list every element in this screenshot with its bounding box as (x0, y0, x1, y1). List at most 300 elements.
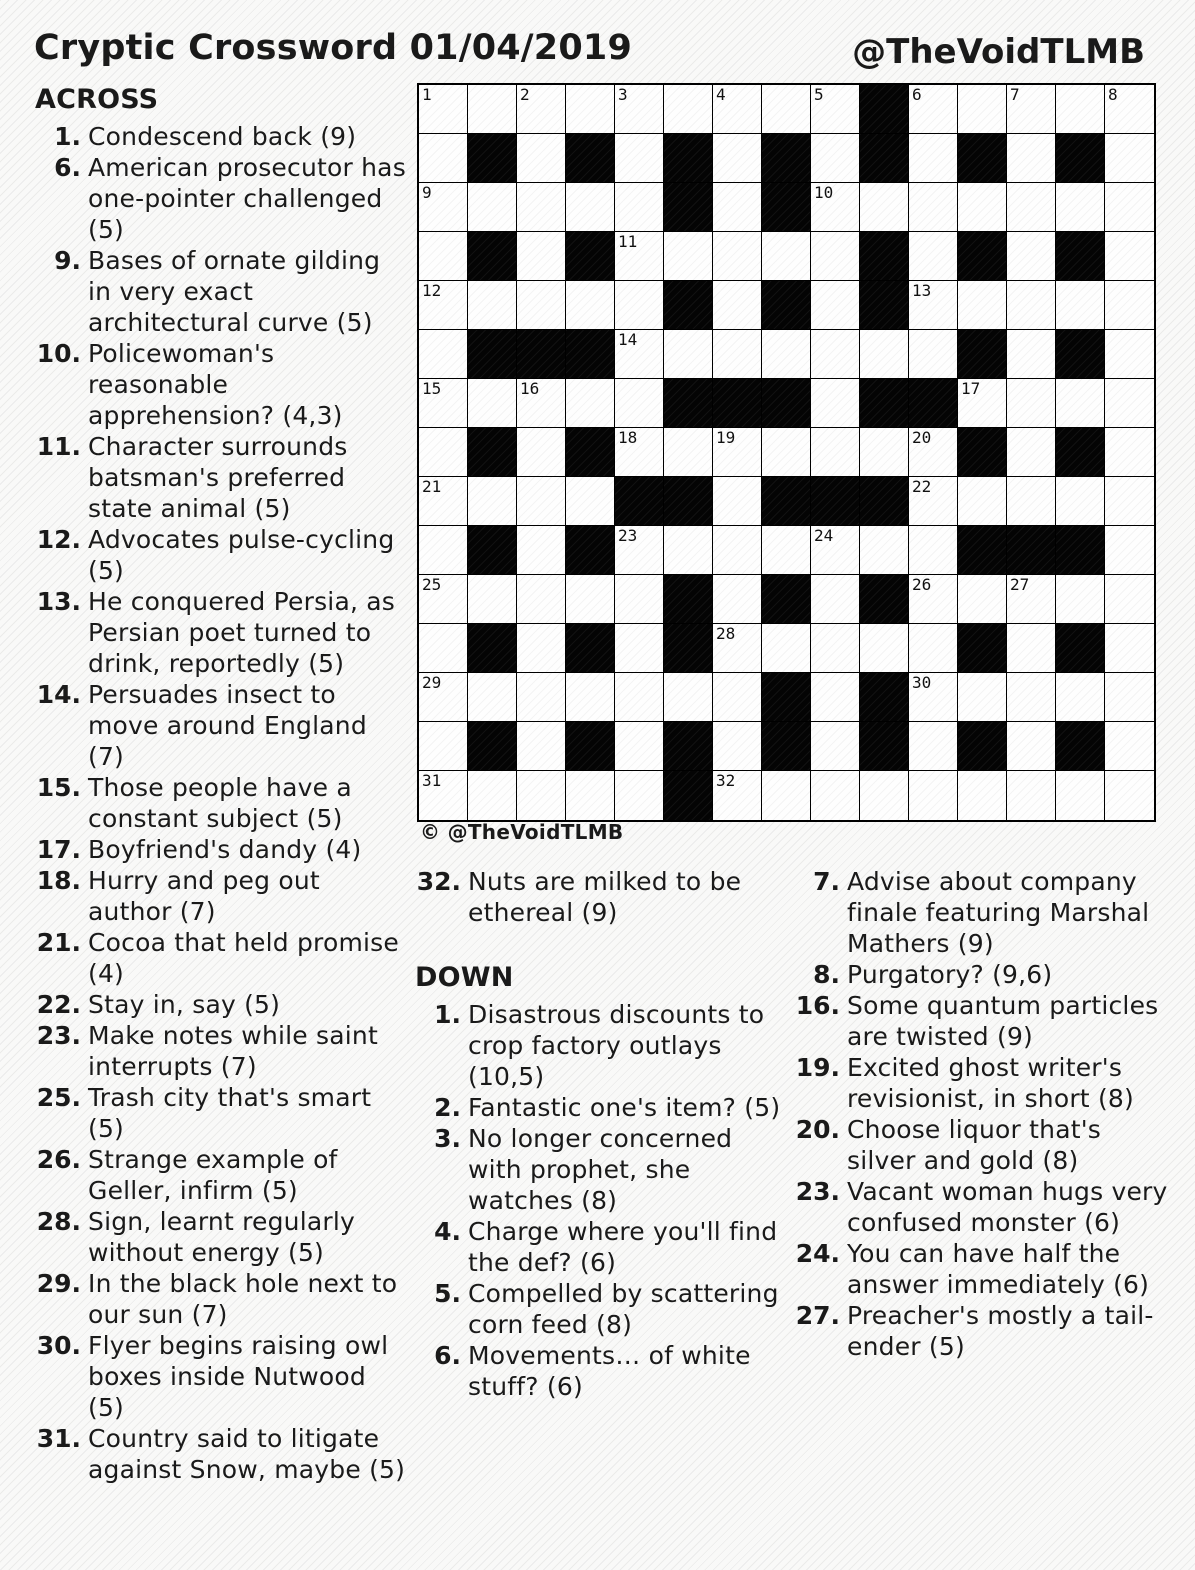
cell-number: 31 (422, 771, 442, 790)
grid-cell[interactable] (468, 281, 517, 330)
grid-cell[interactable] (860, 183, 909, 232)
clue-number: 6. (54, 153, 81, 182)
clue-text: Advocates pulse-cycling (5) (88, 525, 395, 585)
cell-number: 19 (716, 428, 736, 447)
grid-cell[interactable] (958, 85, 1007, 134)
grid-cell-black (566, 428, 615, 477)
grid-cell[interactable] (517, 771, 566, 820)
clue-item (35, 524, 409, 586)
clue-item (415, 999, 791, 1092)
grid-cell-black (860, 232, 909, 281)
grid-cell[interactable] (615, 673, 664, 722)
grid-cell[interactable] (615, 624, 664, 673)
grid-cell[interactable] (468, 575, 517, 624)
grid-cell[interactable] (909, 281, 958, 330)
grid-cell[interactable] (468, 673, 517, 722)
clue-number: 27. (795, 1301, 840, 1330)
grid-cell[interactable] (909, 134, 958, 183)
grid-cell[interactable] (1056, 673, 1105, 722)
cell-number: 13 (912, 281, 932, 300)
grid-cell[interactable] (909, 526, 958, 575)
cell-number: 5 (814, 85, 824, 104)
grid-cell[interactable] (517, 575, 566, 624)
grid-cell[interactable] (664, 526, 713, 575)
twitter-handle: @TheVoidTLMB (852, 32, 1145, 72)
grid-cell[interactable] (615, 232, 664, 281)
grid-cell[interactable] (664, 428, 713, 477)
grid-cell-black (860, 722, 909, 771)
grid-cell[interactable] (517, 281, 566, 330)
grid-cell[interactable] (1007, 722, 1056, 771)
grid-cell-black (1056, 428, 1105, 477)
grid-cell[interactable] (615, 134, 664, 183)
grid-cell-black (762, 673, 811, 722)
grid-cell[interactable] (713, 134, 762, 183)
grid-cell-black (762, 575, 811, 624)
grid-cell[interactable] (566, 771, 615, 820)
clue-text: Persuades insect to move around England (7) (88, 680, 367, 771)
grid-cell[interactable] (1056, 575, 1105, 624)
grid-cell[interactable] (517, 134, 566, 183)
grid-cell[interactable] (615, 330, 664, 379)
grid-cell[interactable] (860, 771, 909, 820)
clue-number: 17. (36, 835, 81, 864)
clue-number: 24. (795, 1239, 840, 1268)
grid-cell-black (860, 575, 909, 624)
grid-cell-black (664, 575, 713, 624)
grid-cell[interactable] (958, 379, 1007, 428)
clue-text: Hurry and peg out author (7) (88, 866, 320, 926)
grid-cell[interactable] (664, 232, 713, 281)
grid-cell[interactable] (1007, 673, 1056, 722)
grid-cell[interactable] (566, 85, 615, 134)
clue-item (35, 338, 409, 431)
grid-cell[interactable] (517, 85, 566, 134)
grid-cell[interactable] (517, 624, 566, 673)
cell-number: 1 (422, 85, 432, 104)
grid-cell[interactable] (1056, 183, 1105, 232)
cell-number: 20 (912, 428, 932, 447)
grid-cell[interactable] (615, 526, 664, 575)
grid-cell[interactable] (1105, 477, 1154, 526)
grid-cell[interactable] (811, 330, 860, 379)
grid-copyright: © @TheVoidTLMB (420, 820, 624, 844)
cell-number: 32 (716, 771, 736, 790)
grid-cell[interactable] (1007, 232, 1056, 281)
grid-cell[interactable] (468, 477, 517, 526)
grid-cell[interactable] (958, 673, 1007, 722)
middle-clues-column (415, 866, 791, 1402)
grid-cell[interactable] (419, 85, 468, 134)
grid-cell[interactable] (860, 330, 909, 379)
grid-cell[interactable] (419, 673, 468, 722)
grid-cell[interactable] (419, 183, 468, 232)
grid-cell-black (468, 232, 517, 281)
grid-cell[interactable] (566, 281, 615, 330)
grid-cell[interactable] (909, 624, 958, 673)
grid-cell-black (958, 134, 1007, 183)
grid-cell[interactable] (517, 379, 566, 428)
grid-cell[interactable] (468, 771, 517, 820)
grid-cell[interactable] (615, 85, 664, 134)
down-clues-list-second (794, 866, 1174, 1362)
clue-number: 21. (36, 928, 81, 957)
grid-cell[interactable] (811, 134, 860, 183)
grid-cell[interactable] (419, 526, 468, 575)
grid-cell[interactable] (713, 477, 762, 526)
clue-number: 15. (36, 773, 81, 802)
grid-cell-black (468, 624, 517, 673)
grid-cell[interactable] (909, 575, 958, 624)
grid-cell-black (664, 281, 713, 330)
grid-cell[interactable] (1056, 85, 1105, 134)
clue-text: Nuts are milked to be ethereal (9) (468, 867, 742, 927)
clue-text: Character surrounds batsman's preferred state animal (5) (88, 432, 348, 523)
clue-item (35, 431, 409, 524)
clue-number: 31. (36, 1424, 81, 1453)
clue-item (794, 1114, 1174, 1176)
grid-cell[interactable] (517, 722, 566, 771)
grid-cell[interactable] (615, 183, 664, 232)
grid-cell[interactable] (762, 624, 811, 673)
grid-cell[interactable] (664, 330, 713, 379)
clue-text: Vacant woman hugs very confused monster (6) (847, 1177, 1168, 1237)
clue-item (35, 1082, 409, 1144)
grid-cell[interactable] (1105, 771, 1154, 820)
grid-cell[interactable] (1007, 771, 1056, 820)
grid-cell-black (664, 624, 713, 673)
grid-cell[interactable] (811, 722, 860, 771)
cell-number: 28 (716, 624, 736, 643)
grid-cell[interactable] (419, 624, 468, 673)
grid-cell[interactable] (909, 428, 958, 477)
grid-cell-black (909, 379, 958, 428)
clue-text: No longer concerned with prophet, she watches (8) (468, 1124, 733, 1215)
grid-cell[interactable] (1105, 330, 1154, 379)
grid-cell-black (664, 477, 713, 526)
cell-number: 18 (618, 428, 638, 447)
clue-number: 19. (795, 1053, 840, 1082)
clue-item (794, 1052, 1174, 1114)
grid-cell[interactable] (615, 281, 664, 330)
grid-cell[interactable] (566, 575, 615, 624)
grid-cell[interactable] (811, 379, 860, 428)
clue-text: Movements… of white stuff? (6) (468, 1341, 751, 1401)
grid-cell[interactable] (1105, 673, 1154, 722)
grid-cell[interactable] (566, 379, 615, 428)
grid-cell-black (958, 624, 1007, 673)
grid-cell[interactable] (713, 428, 762, 477)
grid-cell[interactable] (860, 428, 909, 477)
grid-cell[interactable] (1105, 624, 1154, 673)
grid-cell[interactable] (1105, 428, 1154, 477)
clue-number: 29. (36, 1269, 81, 1298)
clue-text: Flyer begins raising owl boxes inside Nutwood (5) (88, 1331, 389, 1422)
grid-cell[interactable] (909, 183, 958, 232)
clue-item (794, 866, 1174, 959)
clue-text: Choose liquor that's silver and gold (8) (847, 1115, 1102, 1175)
grid-cell-black (958, 330, 1007, 379)
grid-cell[interactable] (713, 85, 762, 134)
grid-cell[interactable] (762, 526, 811, 575)
grid-cell[interactable] (811, 771, 860, 820)
grid-cell[interactable] (1007, 134, 1056, 183)
grid-cell-black (958, 722, 1007, 771)
grid-cell[interactable] (419, 477, 468, 526)
clue-text: Stay in, say (5) (88, 990, 281, 1019)
crossword-grid (417, 83, 1156, 822)
grid-cell[interactable] (713, 183, 762, 232)
grid-cell[interactable] (419, 428, 468, 477)
grid-cell-black (664, 183, 713, 232)
across-clues-column (35, 84, 409, 1485)
clue-number: 23. (795, 1177, 840, 1206)
grid-cell[interactable] (909, 85, 958, 134)
grid-cell[interactable] (1007, 575, 1056, 624)
grid-cell[interactable] (909, 771, 958, 820)
grid-cell[interactable] (1007, 281, 1056, 330)
grid-cell[interactable] (419, 134, 468, 183)
grid-cell[interactable] (1056, 477, 1105, 526)
cell-number: 6 (912, 85, 922, 104)
grid-cell[interactable] (1105, 85, 1154, 134)
grid-cell[interactable] (958, 183, 1007, 232)
grid-cell-black (860, 477, 909, 526)
cell-number: 25 (422, 575, 442, 594)
grid-cell[interactable] (664, 85, 713, 134)
grid-cell[interactable] (1105, 722, 1154, 771)
grid-cell[interactable] (762, 232, 811, 281)
clue-text: Country said to litigate against Snow, maybe (5) (88, 1424, 406, 1484)
grid-cell[interactable] (1007, 477, 1056, 526)
clue-number: 13. (36, 587, 81, 616)
grid-cell[interactable] (468, 379, 517, 428)
across-heading: ACROSS (35, 84, 159, 115)
grid-cell[interactable] (762, 428, 811, 477)
grid-cell[interactable] (909, 722, 958, 771)
clue-item (794, 1300, 1174, 1362)
cell-number: 4 (716, 85, 726, 104)
cell-number: 15 (422, 379, 442, 398)
clue-text: Condescend back (9) (88, 122, 357, 151)
grid-cell[interactable] (1007, 183, 1056, 232)
grid-cell[interactable] (762, 330, 811, 379)
grid-cell[interactable] (811, 575, 860, 624)
grid-cell[interactable] (958, 281, 1007, 330)
grid-cell[interactable] (419, 232, 468, 281)
clue-item (415, 1278, 791, 1340)
grid-cell[interactable] (811, 428, 860, 477)
clue-item (794, 1176, 1174, 1238)
clue-text: He conquered Persia, as Persian poet turned to drink, reportedly (5) (88, 587, 396, 678)
grid-cell[interactable] (860, 526, 909, 575)
clue-text: Charge where you'll find the def? (6) (468, 1217, 778, 1277)
clue-item (415, 1340, 791, 1402)
grid-cell[interactable] (1105, 183, 1154, 232)
grid-cell[interactable] (517, 673, 566, 722)
grid-cell-black (713, 379, 762, 428)
clue-text: Boyfriend's dandy (4) (88, 835, 362, 864)
clue-item (35, 1020, 409, 1082)
grid-cell[interactable] (811, 526, 860, 575)
grid-cell-black (762, 183, 811, 232)
clue-item (794, 990, 1174, 1052)
cell-number: 23 (618, 526, 638, 545)
grid-cell[interactable] (713, 722, 762, 771)
grid-cell-black (468, 722, 517, 771)
grid-cell[interactable] (419, 379, 468, 428)
clue-text: Trash city that's smart (5) (88, 1083, 372, 1143)
grid-cell[interactable] (713, 771, 762, 820)
grid-cell[interactable] (909, 477, 958, 526)
clue-text: Make notes while saint interrupts (7) (88, 1021, 378, 1081)
grid-cell[interactable] (517, 428, 566, 477)
grid-cell-black (468, 428, 517, 477)
cell-number: 30 (912, 673, 932, 692)
grid-cell[interactable] (713, 526, 762, 575)
clue-number: 4. (434, 1217, 461, 1246)
grid-cell[interactable] (419, 722, 468, 771)
clue-number: 10. (36, 339, 81, 368)
grid-cell[interactable] (811, 232, 860, 281)
grid-cell[interactable] (1105, 134, 1154, 183)
grid-cell[interactable] (713, 281, 762, 330)
grid-cell-black (468, 526, 517, 575)
clue-text: Purgatory? (9,6) (847, 960, 1053, 989)
cell-number: 14 (618, 330, 638, 349)
clue-item (35, 1268, 409, 1330)
grid-cell[interactable] (1105, 379, 1154, 428)
grid-cell[interactable] (713, 575, 762, 624)
grid-cell[interactable] (566, 477, 615, 526)
grid-cell[interactable] (1105, 281, 1154, 330)
grid-cell[interactable] (419, 575, 468, 624)
grid-cell[interactable] (1007, 428, 1056, 477)
cell-number: 21 (422, 477, 442, 496)
grid-cell-black (566, 526, 615, 575)
grid-cell[interactable] (762, 771, 811, 820)
grid-cell[interactable] (1105, 575, 1154, 624)
grid-cell[interactable] (909, 232, 958, 281)
grid-cell[interactable] (1056, 379, 1105, 428)
grid-cell-black (1056, 722, 1105, 771)
grid-cell[interactable] (909, 673, 958, 722)
grid-cell[interactable] (664, 673, 713, 722)
grid-cell-black (566, 232, 615, 281)
grid-cell[interactable] (1056, 281, 1105, 330)
clue-item (794, 959, 1174, 990)
clue-text: Fantastic one's item? (5) (468, 1093, 781, 1122)
grid-cell[interactable] (713, 330, 762, 379)
clue-number: 6. (434, 1341, 461, 1370)
grid-cell-black (1007, 526, 1056, 575)
grid-cell[interactable] (860, 624, 909, 673)
clue-text: Advise about company finale featuring Marshal Mathers (9) (847, 867, 1150, 958)
grid-cell-black (664, 379, 713, 428)
grid-cell[interactable] (762, 85, 811, 134)
grid-cell[interactable] (615, 771, 664, 820)
grid-cell-black (762, 379, 811, 428)
grid-cell[interactable] (517, 477, 566, 526)
cell-number: 10 (814, 183, 834, 202)
clue-text: Those people have a constant subject (5) (88, 773, 352, 833)
grid-cell[interactable] (419, 330, 468, 379)
grid-cell[interactable] (958, 771, 1007, 820)
cell-number: 7 (1010, 85, 1020, 104)
across-clues-list (35, 121, 409, 1485)
clue-number: 16. (795, 991, 840, 1020)
clue-number: 8. (813, 960, 840, 989)
grid-cell[interactable] (615, 428, 664, 477)
grid-cell[interactable] (517, 183, 566, 232)
grid-cell[interactable] (713, 624, 762, 673)
clue-text: Some quantum particles are twisted (9) (847, 991, 1159, 1051)
grid-cell-black (566, 624, 615, 673)
grid-cell[interactable] (909, 330, 958, 379)
grid-cell[interactable] (1007, 330, 1056, 379)
grid-cell[interactable] (958, 575, 1007, 624)
clue-item (35, 834, 409, 865)
across-overflow-list (415, 866, 791, 928)
grid-cell[interactable] (615, 575, 664, 624)
grid-cell[interactable] (517, 526, 566, 575)
grid-cell[interactable] (468, 183, 517, 232)
grid-cell-black (517, 330, 566, 379)
clue-item (35, 772, 409, 834)
grid-cell[interactable] (468, 85, 517, 134)
grid-cell[interactable] (811, 673, 860, 722)
grid-cell[interactable] (517, 232, 566, 281)
grid-cell[interactable] (811, 281, 860, 330)
grid-cell[interactable] (566, 183, 615, 232)
grid-cell[interactable] (713, 232, 762, 281)
clue-text: Compelled by scattering corn feed (8) (468, 1279, 779, 1339)
grid-cell-black (1056, 330, 1105, 379)
grid-cell[interactable] (1056, 771, 1105, 820)
grid-cell[interactable] (958, 477, 1007, 526)
clue-item (415, 1092, 791, 1123)
grid-cell[interactable] (1105, 526, 1154, 575)
grid-cell[interactable] (811, 624, 860, 673)
grid-cell[interactable] (811, 85, 860, 134)
grid-cell[interactable] (615, 379, 664, 428)
clue-text: Bases of ornate gilding in very exact architectural curve (5) (88, 246, 381, 337)
clue-number: 7. (813, 867, 840, 896)
grid-cell[interactable] (1007, 85, 1056, 134)
grid-cell-black (860, 134, 909, 183)
grid-cell[interactable] (419, 281, 468, 330)
grid-cell[interactable] (1105, 232, 1154, 281)
cell-number: 8 (1108, 85, 1118, 104)
clue-number: 3. (434, 1124, 461, 1153)
clue-text: In the black hole next to our sun (7) (88, 1269, 398, 1329)
grid-cell[interactable] (419, 771, 468, 820)
cell-number: 9 (422, 183, 432, 202)
grid-cell-black (762, 281, 811, 330)
clue-text: Excited ghost writer's revisionist, in short (8) (847, 1053, 1134, 1113)
grid-cell[interactable] (566, 673, 615, 722)
right-clues-column (794, 866, 1174, 1362)
clue-item (35, 1423, 409, 1485)
clue-number: 9. (54, 246, 81, 275)
grid-cell[interactable] (1007, 379, 1056, 428)
grid-cell-black (811, 477, 860, 526)
clue-text: Preacher's mostly a tail-ender (5) (847, 1301, 1154, 1361)
grid-cell[interactable] (713, 673, 762, 722)
grid-cell[interactable] (615, 722, 664, 771)
grid-cell[interactable] (1007, 624, 1056, 673)
grid-cell[interactable] (811, 183, 860, 232)
